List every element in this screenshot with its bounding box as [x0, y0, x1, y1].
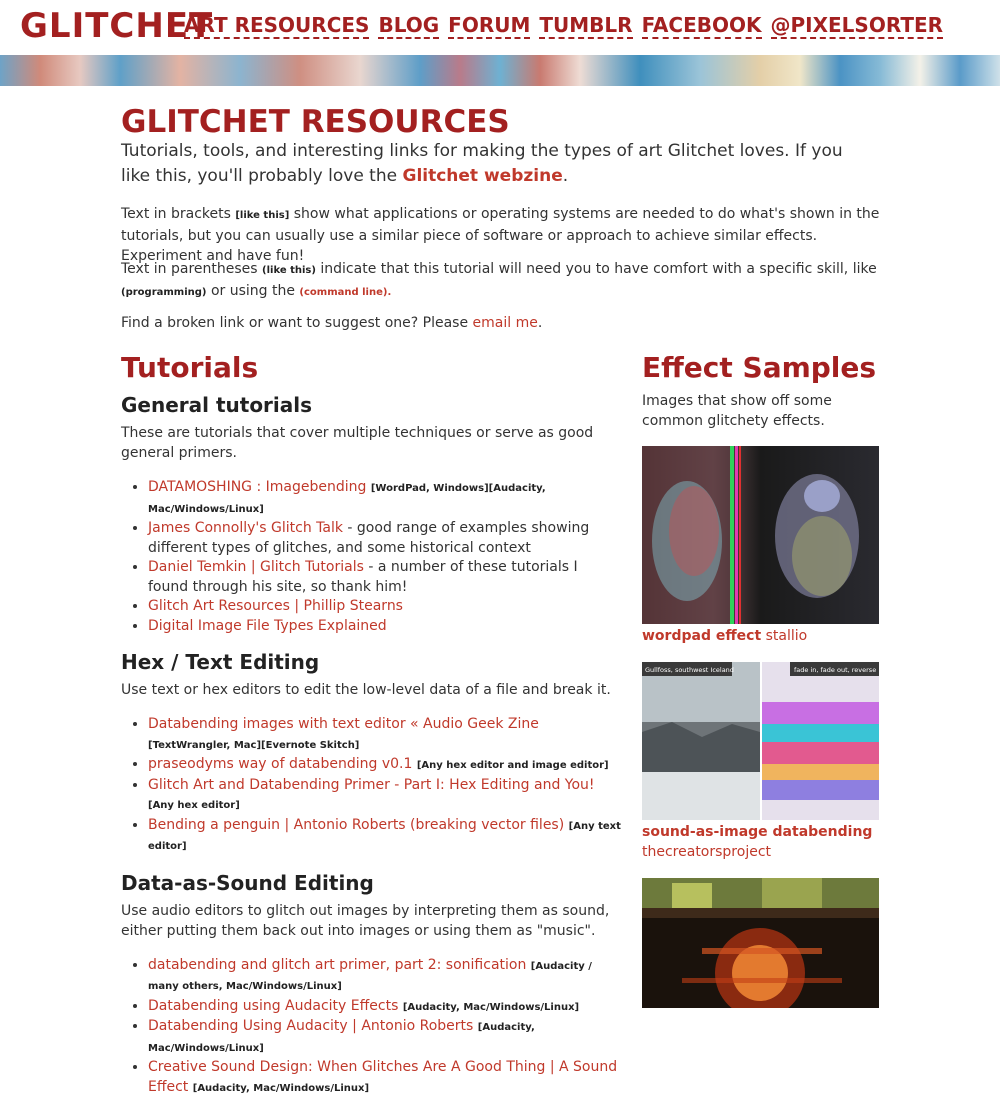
tutorial-sections: [121, 392, 621, 1098]
tutorial-list-item: [148, 617, 621, 637]
tutorial-list-item: [148, 776, 621, 816]
effect-samples-column: [642, 350, 879, 1008]
tutorial-link[interactable]: praseodyms way of databending v0.1: [148, 756, 412, 772]
section-title: Hex / Text Editing: [121, 649, 621, 675]
tutorials-heading: Tutorials: [121, 350, 621, 386]
tutorial-link[interactable]: databending and glitch art primer, part 2: sonification: [148, 957, 526, 973]
email-me-link[interactable]: email me: [473, 315, 538, 331]
nav-blog[interactable]: BLOG: [378, 13, 439, 39]
nav-forum[interactable]: FORUM: [448, 13, 530, 39]
tutorial-link[interactable]: Bending a penguin | Antonio Roberts (breaking vector files): [148, 817, 564, 833]
tutorial-link[interactable]: Glitch Art and Databending Primer - Part I: Hex Editing and You!: [148, 777, 595, 793]
tutorial-section: [121, 649, 621, 857]
tutorial-list-item: [148, 755, 621, 776]
sample-caption: [642, 626, 879, 646]
broken-link-note: [121, 313, 881, 333]
broken-end: .: [538, 315, 542, 331]
intro-paragraph: [121, 139, 871, 189]
section-title: General tutorials: [121, 392, 621, 418]
tutorial-section: [121, 392, 621, 636]
sample-right-label: fade in, fade out, reverse: [794, 666, 876, 674]
tutorial-list-item: [148, 816, 621, 857]
brackets-example: [like this]: [235, 210, 289, 221]
sample-author-link[interactable]: stallio: [766, 628, 808, 644]
sample-item: [642, 878, 879, 1008]
tutorial-list-item: [148, 1058, 621, 1098]
requirement-tag: [TextWrangler, Mac][Evernote Skitch]: [148, 740, 359, 751]
tutorial-link[interactable]: James Connolly's Glitch Talk: [148, 520, 343, 536]
paren-programming: (programming): [121, 287, 206, 298]
requirement-tag: [Audacity, Mac/Windows/Linux]: [403, 1002, 579, 1013]
webzine-link[interactable]: Glitchet webzine: [402, 166, 562, 186]
requirement-tag: [Any text editor]: [148, 821, 621, 853]
sample-title-link[interactable]: sound-as-image databending: [642, 824, 872, 840]
sample-author-link[interactable]: thecreatorsproject: [642, 844, 771, 860]
section-description: These are tutorials that cover multiple techniques or serve as good general primers.: [121, 423, 621, 463]
requirement-tag: [Audacity, Mac/Windows/Linux]: [148, 1022, 535, 1054]
broken-pre: Find a broken link or want to suggest one? Please: [121, 315, 468, 331]
nav-tumblr[interactable]: TUMBLR: [539, 13, 632, 39]
paren-mid2: or using the: [211, 283, 295, 299]
tutorial-link[interactable]: Digital Image File Types Explained: [148, 618, 387, 634]
tutorial-list-item: [148, 715, 621, 755]
brackets-pre: Text in brackets: [121, 206, 231, 222]
tutorial-link[interactable]: Databending images with text editor « Audio Geek Zine: [148, 716, 539, 732]
tutorial-link[interactable]: Glitch Art Resources | Phillip Stearns: [148, 598, 403, 614]
section-description: Use audio editors to glitch out images by interpreting them as sound, either putting them back out into images or using them as "music".: [121, 901, 621, 941]
sample-item: [642, 446, 879, 646]
section-description: Use text or hex editors to edit the low-level data of a file and break it.: [121, 680, 621, 700]
tutorial-description: - good range of examples showing different types of glitches, and some historical context: [148, 520, 589, 556]
effect-samples-desc: Images that show off some common glitchety effects.: [642, 391, 879, 431]
sample-item: [642, 662, 879, 862]
sample-caption: [642, 822, 879, 862]
paren-command-line: (command line): [299, 287, 387, 298]
tutorial-list-item: [148, 519, 621, 558]
brackets-post: show what applications or operating systems are needed to do what's shown in the tutorials, but you can usually use a similar piece of software or approach to achieve similar effects. Experiment and have fun!: [121, 206, 879, 264]
tutorial-list: [121, 956, 621, 1098]
tutorial-description: - a number of these tutorials I found through his site, so thank him!: [148, 559, 578, 595]
tutorial-link[interactable]: Databending Using Audacity | Antonio Roberts: [148, 1018, 473, 1034]
main-nav: [184, 13, 943, 39]
requirement-tag: [WordPad, Windows][Audacity, Mac/Windows/Linux]: [148, 483, 546, 515]
tutorial-link[interactable]: Creative Sound Design: When Glitches Are A Good Thing | A Sound Effect: [148, 1059, 617, 1095]
paren-example: (like this): [262, 265, 316, 276]
tutorial-list-item: [148, 1017, 621, 1058]
tutorial-link[interactable]: Daniel Temkin | Glitch Tutorials: [148, 559, 364, 575]
tutorial-list-item: [148, 597, 621, 617]
brackets-note: [121, 204, 881, 266]
requirement-tag: [Audacity, Mac/Windows/Linux]: [193, 1083, 369, 1094]
paren-pre: Text in parentheses: [121, 261, 258, 277]
requirement-tag: [Any hex editor]: [148, 800, 240, 811]
intro-end: .: [563, 166, 568, 186]
tutorial-list-item: [148, 478, 621, 519]
nav-facebook[interactable]: FACEBOOK: [642, 13, 762, 39]
tutorial-list-item: [148, 558, 621, 597]
sample-title-link[interactable]: wordpad effect: [642, 628, 761, 644]
paren-end: .: [387, 287, 391, 298]
nav-art-resources[interactable]: ART RESOURCES: [184, 13, 369, 39]
intro-text: Tutorials, tools, and interesting links for making the types of art Glitchet loves. If you like this, you'll probably love the: [121, 141, 843, 186]
tutorial-list-item: [148, 956, 621, 997]
tutorial-section: [121, 870, 621, 1098]
parentheses-note: [121, 259, 881, 303]
sample-image-wordpad-effect[interactable]: [642, 446, 879, 624]
tutorials-column: [121, 350, 621, 1098]
tutorial-list: [121, 478, 621, 636]
requirement-tag: [Audacity / many others, Mac/Windows/Linux]: [148, 961, 592, 993]
header-banner-image: [0, 55, 1000, 86]
page-title: GLITCHET RESOURCES: [121, 104, 510, 140]
nav-twitter[interactable]: @PIXELSORTER: [771, 13, 944, 39]
tutorial-list: [121, 715, 621, 857]
paren-mid: indicate that this tutorial will need you to have comfort with a specific skill, like: [320, 261, 876, 277]
sample-left-label: Gullfoss, southwest Iceland: [645, 666, 734, 674]
requirement-tag: [Any hex editor and image editor]: [417, 760, 609, 771]
sample-image-glitch-apple[interactable]: [642, 878, 879, 1008]
tutorial-link[interactable]: Databending using Audacity Effects: [148, 998, 398, 1014]
tutorial-link[interactable]: DATAMOSHING : Imagebending: [148, 479, 366, 495]
top-bar: [0, 0, 1000, 55]
site-logo[interactable]: GLITCHET: [20, 6, 213, 46]
effect-samples-heading: Effect Samples: [642, 350, 879, 386]
section-title: Data-as-Sound Editing: [121, 870, 621, 896]
sample-image-sound-as-image[interactable]: [642, 662, 879, 820]
